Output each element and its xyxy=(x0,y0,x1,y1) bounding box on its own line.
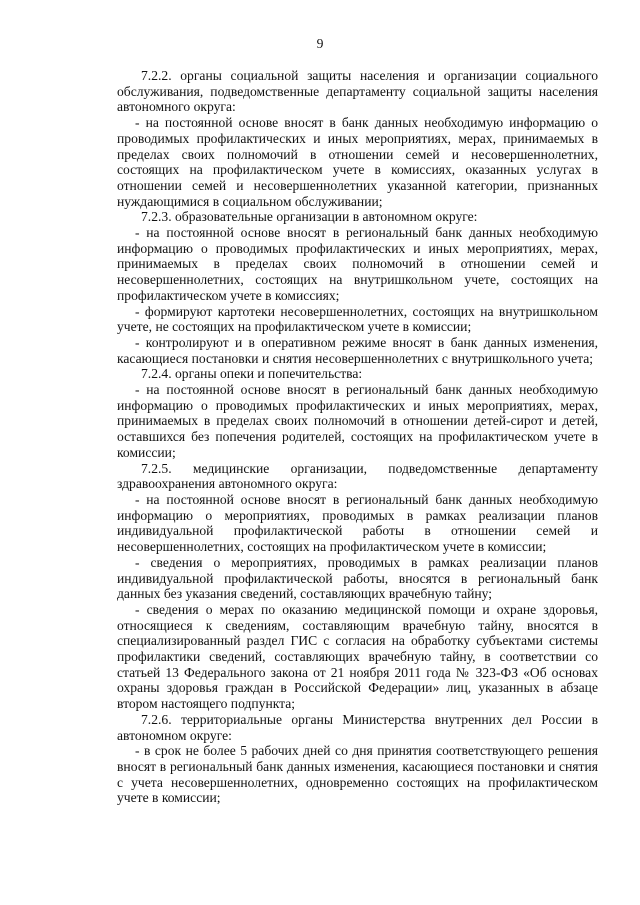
list-item: - формируют картотеки несовершеннолетних, состоящих на внутришкольном учете, не состоящих на профилактическом учете в комиссии; xyxy=(117,303,598,335)
page-number: 9 xyxy=(316,36,324,51)
list-item: - контролируют и в оперативном режиме вносят в банк данных изменения, касающиеся постановки и снятия несовершеннолетних с внутришкольного учета; xyxy=(117,334,598,366)
list-item: - сведения о мероприятиях, проводимых в рамках реализации планов индивидуальной профилактической работы, вносятся в региональный банк данных без указания сведений, составляющих врачебную тайну; xyxy=(117,554,598,602)
list-item: - в срок не более 5 рабочих дней со дня принятия соответствующего решения вносят в региональный банк данных изменения, касающиеся постановки и снятия с учета несовершеннолетних, одновременно состоящих на профилактическом учете в комиссии; xyxy=(117,743,598,806)
paragraph-7-2-5: 7.2.5. медицинские организации, подведомственные департаменту здравоохранения автономного округа: xyxy=(117,460,598,492)
paragraph-7-2-4: 7.2.4. органы опеки и попечительства: xyxy=(141,366,363,382)
list-item: - на постоянной основе вносят в региональный банк данных необходимую информацию о проводимых профилактических и иных мероприятиях, мерах, принимаемых в пределах своих полномочий в отношении семей и несовершеннолетних, состоящих на внутришкольном учете, состоящих на профилактическом учете в комиссиях; xyxy=(117,225,598,303)
document-body xyxy=(117,68,598,806)
paragraph-7-2-6: 7.2.6. территориальные органы Министерства внутренних дел России в автономном округе: xyxy=(117,711,598,743)
paragraph-7-2-2: 7.2.2. органы социальной защиты населения и организации социального обслуживания, подведомственные департаменту социальной защиты населения автономного округа: xyxy=(117,68,598,115)
list-item: - на постоянной основе вносят в региональный банк данных необходимую информацию о проводимых профилактических и иных мероприятиях, мерах, принимаемых в пределах своих полномочий в отношении детей-сирот и детей, оставшихся без попечения родителей, состоящих на профилактическом учете в комиссии; xyxy=(117,382,598,460)
paragraph-7-2-3: 7.2.3. образовательные организации в автономном округе: xyxy=(141,209,478,225)
list-item: - на постоянной основе вносят в региональный банк данных необходимую информацию о мероприятиях, проводимых в рамках реализации планов индивидуальной профилактической работы в отношении семей и несовершеннолетних, состоящих на профилактическом учете в комиссии; xyxy=(117,491,598,555)
list-item: - сведения о мерах по оказанию медицинской помощи и охране здоровья, относящиеся к сведениям, составляющим врачебную тайну, вносятся в специализированный раздел ГИС с согласия на обработку субъектами системы профилактики сведений, составляющих врачебную тайну, в соответствии со статьей 13 Федерального закона от 21 ноября 2011 года № 323-ФЗ «Об основах охраны здоровья граждан в Российской Федерации» лиц, указанных в абзаце втором настоящего подпункта; xyxy=(117,601,598,712)
list-item: - на постоянной основе вносят в банк данных необходимую информацию о проводимых профилактических и иных мероприятиях, мерах, принимаемых в пределах своих полномочий в отношении семей и несовершеннолетних, состоящих на профилактическом учете в комиссиях, оказанных услугах в отношении семей и несовершеннолетних указанной категории, признанных нуждающимися в социальном обслуживании; xyxy=(117,115,598,209)
